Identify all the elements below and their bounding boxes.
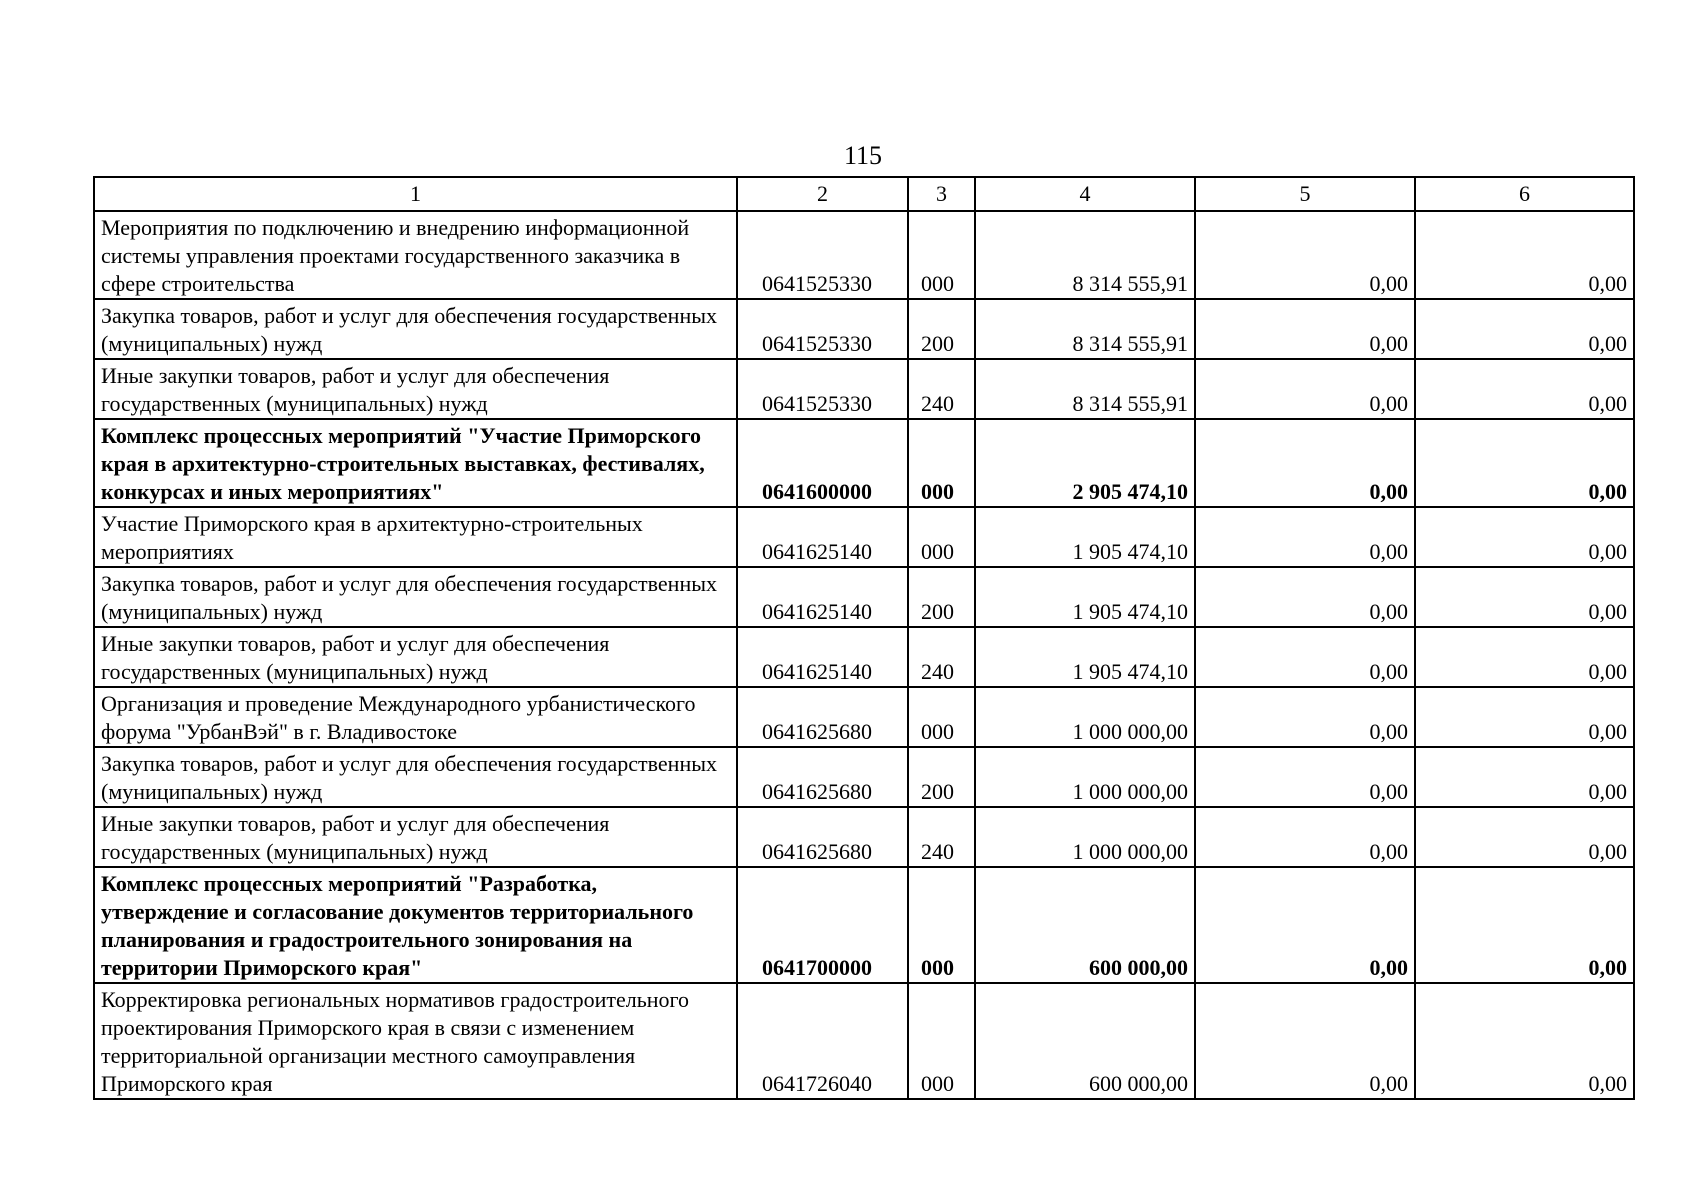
row-value-5-cell: 0,00 — [1195, 507, 1415, 567]
row-value-6-cell: 0,00 — [1415, 567, 1634, 627]
row-value-4-cell: 1 000 000,00 — [975, 687, 1195, 747]
row-name-cell: Мероприятия по подключению и внедрению информационной системы управления проектами государственного заказчика в сфере строительства — [94, 211, 737, 299]
row-name-cell: Закупка товаров, работ и услуг для обеспечения государственных (муниципальных) нужд — [94, 567, 737, 627]
table-row — [94, 567, 1634, 627]
row-value-4-cell: 2 905 474,10 — [975, 419, 1195, 507]
table-row — [94, 211, 1634, 299]
row-code-cell: 0641625680 — [737, 807, 908, 867]
row-value-6-cell: 0,00 — [1415, 419, 1634, 507]
row-value-6-cell: 0,00 — [1415, 211, 1634, 299]
header-cell-2: 2 — [737, 177, 908, 211]
table-row — [94, 807, 1634, 867]
row-value-6-cell: 0,00 — [1415, 627, 1634, 687]
table-row — [94, 627, 1634, 687]
table-row — [94, 299, 1634, 359]
table-header-row — [94, 177, 1634, 211]
row-value-6-cell: 0,00 — [1415, 747, 1634, 807]
page-number: 115 — [843, 141, 883, 170]
row-value-6-cell: 0,00 — [1415, 983, 1634, 1099]
row-name-cell: Комплекс процессных мероприятий "Разработка, утверждение и согласование документов территориального планирования и градостроительного зонирования на территории Приморского края" — [94, 867, 737, 983]
row-code-cell: 0641625680 — [737, 687, 908, 747]
row-code-cell: 0641525330 — [737, 359, 908, 419]
row-value-5-cell: 0,00 — [1195, 627, 1415, 687]
row-value-5-cell: 0,00 — [1195, 867, 1415, 983]
row-kvr-cell: 240 — [908, 627, 975, 687]
row-code-cell: 0641625140 — [737, 627, 908, 687]
row-kvr-cell: 200 — [908, 567, 975, 627]
row-name-cell: Участие Приморского края в архитектурно-строительных мероприятиях — [94, 507, 737, 567]
row-value-5-cell: 0,00 — [1195, 211, 1415, 299]
row-name-cell: Иные закупки товаров, работ и услуг для обеспечения государственных (муниципальных) нужд — [94, 807, 737, 867]
row-value-5-cell: 0,00 — [1195, 983, 1415, 1099]
row-value-6-cell: 0,00 — [1415, 867, 1634, 983]
table-row — [94, 419, 1634, 507]
row-value-5-cell: 0,00 — [1195, 567, 1415, 627]
row-name-cell: Закупка товаров, работ и услуг для обеспечения государственных (муниципальных) нужд — [94, 299, 737, 359]
row-code-cell: 0641625680 — [737, 747, 908, 807]
row-kvr-cell: 000 — [908, 211, 975, 299]
row-kvr-cell: 000 — [908, 687, 975, 747]
row-name-cell: Корректировка региональных нормативов градостроительного проектирования Приморского края в связи с изменением территориальной организации местного самоуправления Приморского края — [94, 983, 737, 1099]
row-value-6-cell: 0,00 — [1415, 359, 1634, 419]
row-value-4-cell: 8 314 555,91 — [975, 359, 1195, 419]
row-value-4-cell: 1 000 000,00 — [975, 807, 1195, 867]
table-row — [94, 687, 1634, 747]
row-code-cell: 0641726040 — [737, 983, 908, 1099]
row-value-4-cell: 8 314 555,91 — [975, 299, 1195, 359]
row-value-4-cell: 1 905 474,10 — [975, 627, 1195, 687]
table-row — [94, 359, 1634, 419]
row-code-cell: 0641525330 — [737, 211, 908, 299]
row-value-6-cell: 0,00 — [1415, 687, 1634, 747]
row-value-6-cell: 0,00 — [1415, 807, 1634, 867]
header-cell-3: 3 — [908, 177, 975, 211]
row-name-cell: Иные закупки товаров, работ и услуг для обеспечения государственных (муниципальных) нужд — [94, 359, 737, 419]
row-value-5-cell: 0,00 — [1195, 299, 1415, 359]
row-kvr-cell: 000 — [908, 983, 975, 1099]
row-name-cell: Закупка товаров, работ и услуг для обеспечения государственных (муниципальных) нужд — [94, 747, 737, 807]
table-row — [94, 747, 1634, 807]
row-code-cell: 0641625140 — [737, 567, 908, 627]
row-value-4-cell: 1 905 474,10 — [975, 507, 1195, 567]
row-value-5-cell: 0,00 — [1195, 747, 1415, 807]
row-value-5-cell: 0,00 — [1195, 687, 1415, 747]
row-value-5-cell: 0,00 — [1195, 359, 1415, 419]
row-value-6-cell: 0,00 — [1415, 507, 1634, 567]
row-kvr-cell: 240 — [908, 359, 975, 419]
row-code-cell: 0641625140 — [737, 507, 908, 567]
row-value-5-cell: 0,00 — [1195, 419, 1415, 507]
row-value-4-cell: 600 000,00 — [975, 983, 1195, 1099]
row-name-cell: Иные закупки товаров, работ и услуг для обеспечения государственных (муниципальных) нужд — [94, 627, 737, 687]
table-row — [94, 867, 1634, 983]
row-value-6-cell: 0,00 — [1415, 299, 1634, 359]
row-value-4-cell: 8 314 555,91 — [975, 211, 1195, 299]
header-cell-5: 5 — [1195, 177, 1415, 211]
row-kvr-cell: 200 — [908, 747, 975, 807]
table-row — [94, 507, 1634, 567]
table-row — [94, 983, 1634, 1099]
row-kvr-cell: 240 — [908, 807, 975, 867]
row-value-4-cell: 1 905 474,10 — [975, 567, 1195, 627]
header-cell-4: 4 — [975, 177, 1195, 211]
row-value-4-cell: 1 000 000,00 — [975, 747, 1195, 807]
header-cell-1: 1 — [94, 177, 737, 211]
row-value-5-cell: 0,00 — [1195, 807, 1415, 867]
row-kvr-cell: 000 — [908, 867, 975, 983]
row-value-4-cell: 600 000,00 — [975, 867, 1195, 983]
row-code-cell: 0641700000 — [737, 867, 908, 983]
budget-table — [93, 176, 1635, 1100]
header-cell-6: 6 — [1415, 177, 1634, 211]
row-name-cell: Организация и проведение Международного урбанистического форума "УрбанВэй" в г. Владивостоке — [94, 687, 737, 747]
row-code-cell: 0641600000 — [737, 419, 908, 507]
row-name-cell: Комплекс процессных мероприятий "Участие Приморского края в архитектурно-строительных выставках, фестивалях, конкурсах и иных мероприятиях" — [94, 419, 737, 507]
row-kvr-cell: 200 — [908, 299, 975, 359]
row-kvr-cell: 000 — [908, 419, 975, 507]
row-kvr-cell: 000 — [908, 507, 975, 567]
row-code-cell: 0641525330 — [737, 299, 908, 359]
